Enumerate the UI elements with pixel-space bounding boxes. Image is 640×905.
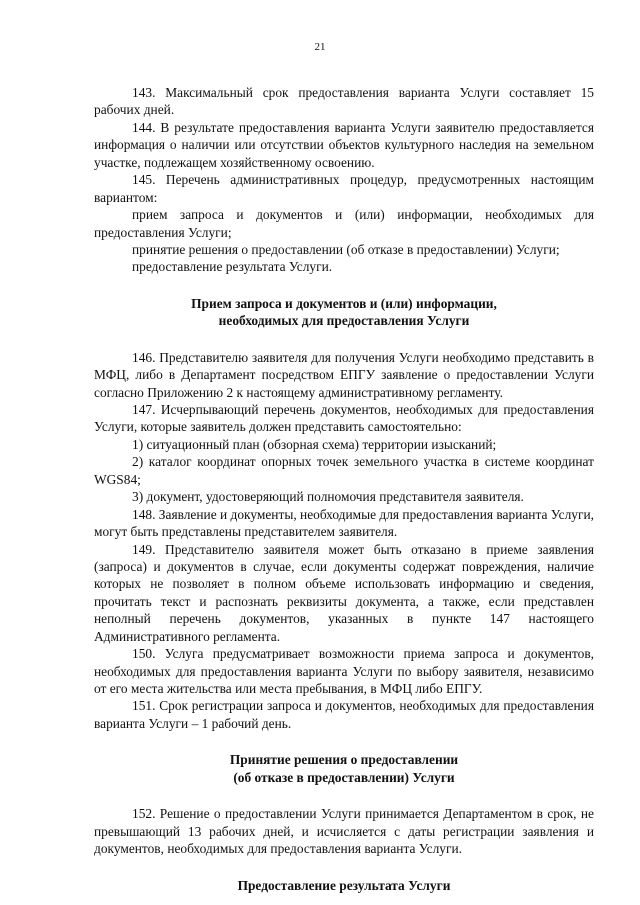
section-heading-request: Прием запроса и документов и (или) информации, необходимых для предоставления Услуги [191, 295, 497, 329]
paragraph-143: 143. Максимальный срок предоставления варианта Услуги составляет 15 рабочих дней. [94, 85, 594, 118]
paragraph-149: 149. Представителю заявителя может быть отказано в приеме заявления (запроса) и документов в случае, если документы содержат повреждения, наличие которых не позволяет в полном объеме использовать информацию и сведения, прочитать текст и распознать реквизиты документа, а также, если представлен неполный перечень документов, указанных в пункте 147 настоящего Административного регламента. [94, 541, 594, 644]
procedure-item-2: принятие решения о предоставлении (об отказе в предоставлении) Услуги; [132, 241, 560, 257]
section-heading-result: Предоставление результата Услуги [237, 877, 451, 893]
section-heading-decision: Принятие решения о предоставлении (об отказе в предоставлении) Услуги [229, 752, 459, 785]
paragraph-146: 146. Представителю заявителя для получения Услуги необходимо представить в МФЦ, либо в Департамент посредством ЕПГУ заявление о предоставлении Услуги согласно Приложению 2 к настоящему административному регламенту. [94, 349, 594, 400]
procedure-item-3: предоставление результата Услуги. [132, 259, 333, 275]
paragraph-150: 150. Услуга предусматривает возможности приема запроса и документов, необходимых для предоставления варианта Услуги по выбору заявителя, независимо от его места жительства или места пребывания, в МФЦ либо ЕПГУ. [94, 646, 594, 696]
procedure-item-1: прием запроса и документов и (или) информации, необходимых для предоставления Услуги; [94, 207, 594, 240]
page-number: 21 [314, 41, 326, 53]
paragraph-148: 148. Заявление и документы, необходимые для предоставления варианта Услуги, могут быть представлены представителем заявителя. [94, 506, 594, 540]
paragraph-152: 152. Решение о предоставлении Услуги принимается Департаментом в срок, не превышающий 13 рабочих дней, и исчисляется с даты регистрации заявления и документов, необходимых для предоставления варианта Услуги. [94, 806, 594, 857]
document-item-2: 2) каталог координат опорных точек земельного участка в системе координат WGS84; [94, 454, 594, 487]
paragraph-145: 145. Перечень административных процедур, предусмотренных настоящим вариантом: [94, 172, 594, 205]
document-item-1: 1) ситуационный план (обзорная схема) территории изысканий; [132, 436, 497, 452]
paragraph-151: 151. Срок регистрации запроса и документов, необходимых для предоставления варианта Услуги – 1 рабочий день. [94, 698, 594, 731]
paragraph-147: 147. Исчерпывающий перечень документов, необходимых для предоставления Услуги, которые заявитель должен представить самостоятельно: [94, 402, 594, 435]
document-item-3: 3) документ, удостоверяющий полномочия представителя заявителя. [132, 489, 524, 505]
paragraph-144: 144. В результате предоставления варианта Услуги заявителю предоставляется информация о наличии или отсутствии объектов культурного наследия на земельном участке, подлежащем хозяйственному освоению. [94, 119, 594, 170]
document-body [94, 84, 594, 894]
